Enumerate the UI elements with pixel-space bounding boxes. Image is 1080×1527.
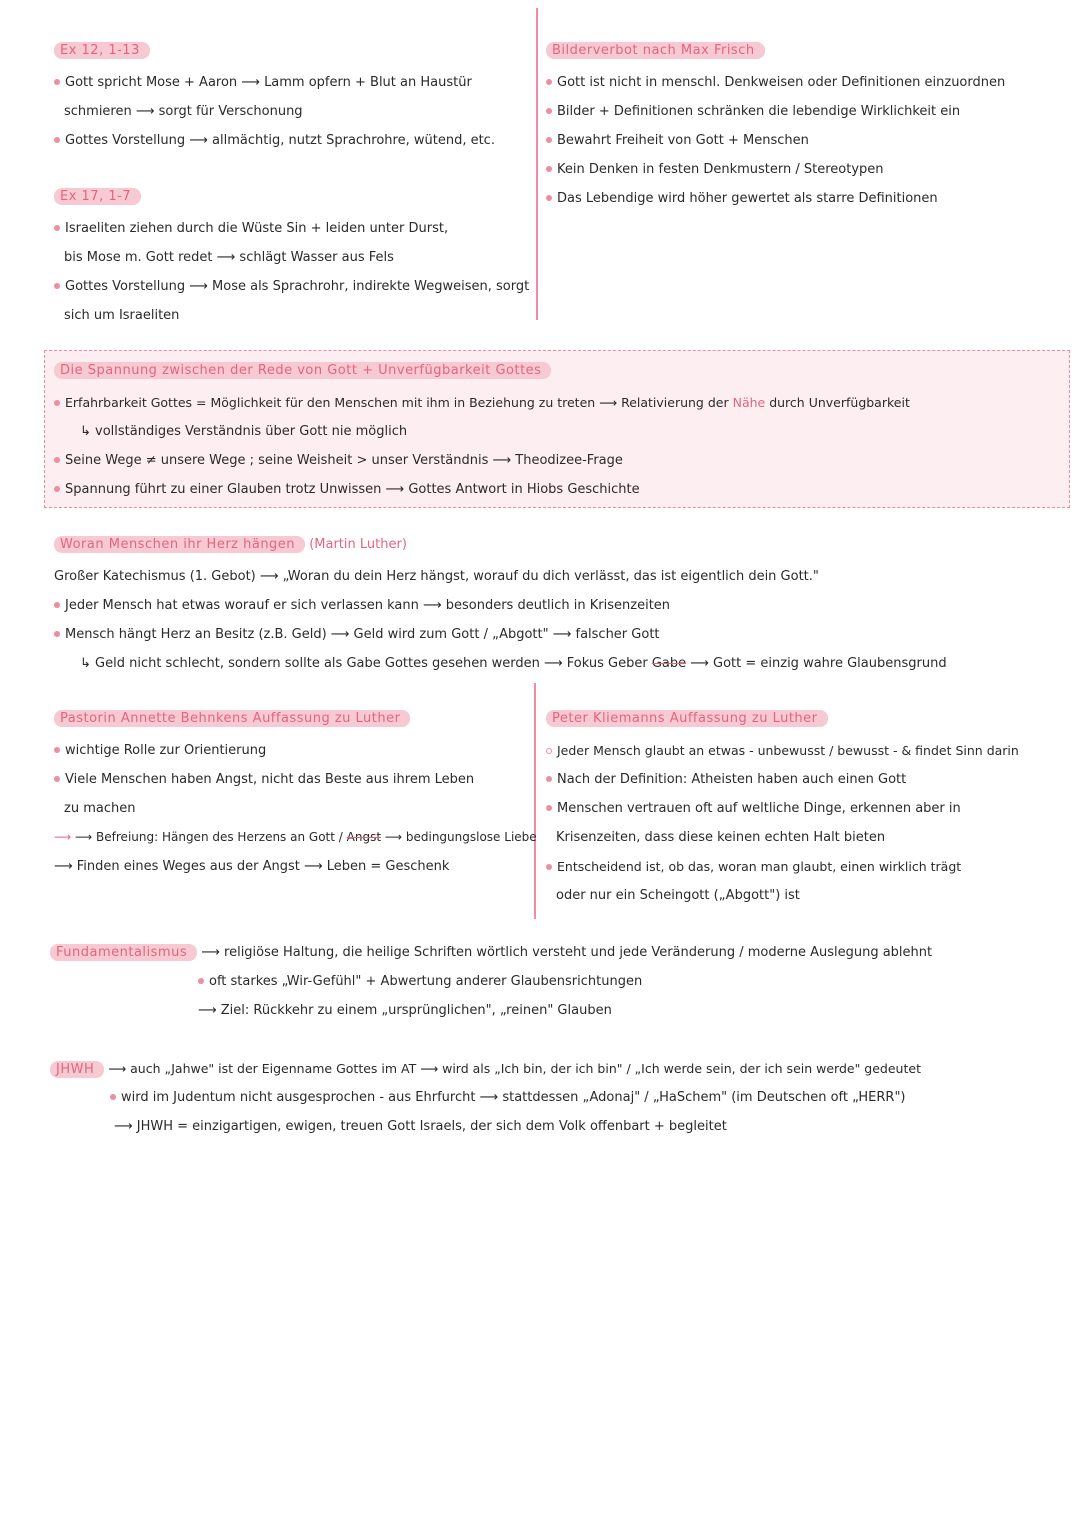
bullet-icon <box>54 225 60 231</box>
bullet-icon <box>54 747 60 753</box>
heading-ex12: Ex 12, 1-13 <box>54 42 150 59</box>
bullet-icon <box>54 602 60 608</box>
bullet-icon <box>546 166 552 172</box>
section-kliemann <box>546 710 1066 910</box>
heading-bilderverbot: Bilderverbot nach Max Frisch <box>546 42 765 59</box>
heading-fundamentalismus: Fundamentalismus <box>50 944 197 961</box>
bullet-icon <box>546 79 552 85</box>
behnken-line-4: ⟶ ⟶ Befreiung: Hängen des Herzens an Gott / Angst ⟶ bedingungslose Liebe <box>54 830 537 844</box>
behnken-line-2: Viele Menschen haben Angst, nicht das Beste aus ihrem Leben <box>54 765 524 794</box>
luther-line-1: Großer Katechismus (1. Gebot) ⟶ „Woran du dein Herz hängst, worauf du dich verlässt, das ist eigentlich dein Gott." <box>54 569 819 584</box>
kliemann-line-5: Entscheidend ist, ob das, woran man glaubt, einen wirklich trägt <box>546 852 1066 881</box>
kliemann-line-3: Menschen vertrauen oft auf weltliche Dinge, erkennen aber in <box>546 794 1066 823</box>
kliemann-line-2: Nach der Definition: Atheisten haben auch einen Gott <box>546 765 1066 794</box>
bullet-icon <box>546 776 552 782</box>
bullet-icon <box>54 79 60 85</box>
ex17-line-4: sich um Israeliten <box>64 308 180 323</box>
heading-ex17: Ex 17, 1-7 <box>54 188 141 205</box>
heading-spannung: Die Spannung zwischen der Rede von Gott + Unverfügbarkeit Gottes <box>54 362 551 379</box>
bullet-icon <box>546 195 552 201</box>
section-spannung <box>54 362 1064 504</box>
bilderverbot-line-1: Gott ist nicht in menschl. Denkweisen oder Definitionen einzuordnen <box>546 68 1066 97</box>
bullet-icon <box>54 486 60 492</box>
bullet-icon <box>198 978 204 984</box>
section-luther <box>54 536 1064 678</box>
bullet-icon <box>546 137 552 143</box>
bullet-icon <box>546 864 552 870</box>
bilderverbot-line-2: Bilder + Definitionen schränken die lebendige Wirklichkeit ein <box>546 97 1066 126</box>
bilderverbot-line-3: Bewahrt Freiheit von Gott + Menschen <box>546 126 1066 155</box>
luther-line-3: Mensch hängt Herz an Besitz (z.B. Geld) ⟶ Geld wird zum Gott / „Abgott" ⟶ falscher Gott <box>54 620 1064 649</box>
kliemann-line-4: Krisenzeiten, dass diese keinen echten Halt bieten <box>556 830 886 845</box>
bullet-icon <box>546 108 552 114</box>
section-jhwh <box>50 1054 1070 1141</box>
bullet-icon <box>546 805 552 811</box>
jhwh-line-2: wird im Judentum nicht ausgesprochen - aus Ehrfurcht ⟶ stattdessen „Adonaj" / „HaSchem" (im Deutschen oft „HERR") <box>50 1083 1070 1112</box>
ex12-line-1: Gott spricht Mose + Aaron ⟶ Lamm opfern + Blut an Haustür <box>54 68 524 97</box>
ex17-line-3: Gottes Vorstellung ⟶ Mose als Sprachrohr, indirekte Wegweisen, sorgt <box>54 272 524 301</box>
divider-top <box>536 8 538 320</box>
bullet-icon <box>54 137 60 143</box>
heading-behnken: Pastorin Annette Behnkens Auffassung zu Luther <box>54 710 410 727</box>
ex12-line-2: schmieren ⟶ sorgt für Verschonung <box>64 104 303 119</box>
bullet-icon <box>54 457 60 463</box>
heading-luther: Woran Menschen ihr Herz hängen <box>54 536 305 553</box>
kliemann-line-1: Jeder Mensch glaubt an etwas - unbewusst / bewusst - & findet Sinn darin <box>546 736 1066 765</box>
spannung-line-2: ↳ vollständiges Verständnis über Gott nie möglich <box>80 424 408 439</box>
bullet-icon <box>110 1094 116 1100</box>
behnken-line-3: zu machen <box>64 801 136 816</box>
spannung-line-3: Seine Wege ≠ unsere Wege ; seine Weisheit > unser Verständnis ⟶ Theodizee-Frage <box>54 446 1064 475</box>
spannung-line-4: Spannung führt zu einer Glauben trotz Unwissen ⟶ Gottes Antwort in Hiobs Geschichte <box>54 475 1064 504</box>
bullet-icon <box>54 776 60 782</box>
jhwh-line-3: ⟶ JHWH = einzigartigen, ewigen, treuen Gott Israels, der sich dem Volk offenbart + begleitet <box>114 1119 727 1134</box>
spannung-line-1: Erfahrbarkeit Gottes = Möglichkeit für den Menschen mit ihm in Beziehung zu treten ⟶ Relativierung der Nähe durch Unverfügbarkeit <box>54 388 1064 417</box>
luther-line-4: ↳ Geld nicht schlecht, sondern sollte als Gabe Gottes gesehen werden ⟶ Fokus Geber Gabe ⟶ Gott = einzig wahre Glaubensgrund <box>80 656 947 671</box>
behnken-line-1: wichtige Rolle zur Orientierung <box>54 736 524 765</box>
bullet-icon <box>546 748 552 754</box>
bilderverbot-line-4: Kein Denken in festen Denkmustern / Stereotypen <box>546 155 1066 184</box>
section-ex17 <box>54 188 530 330</box>
fundamentalismus-line-3: ⟶ Ziel: Rückkehr zu einem „ursprünglichen", „reinen" Glauben <box>198 1003 612 1018</box>
section-bilderverbot <box>546 42 1066 213</box>
fundamentalismus-line-2: oft starkes „Wir-Gefühl" + Abwertung anderer Glaubensrichtungen <box>50 967 1070 996</box>
heading-luther-note: (Martin Luther) <box>309 537 407 552</box>
divider-middle <box>534 683 536 919</box>
heading-kliemann: Peter Kliemanns Auffassung zu Luther <box>546 710 828 727</box>
ex17-line-2: bis Mose m. Gott redet ⟶ schlägt Wasser aus Fels <box>64 250 394 265</box>
bullet-icon <box>54 400 60 406</box>
ex12-line-3: Gottes Vorstellung ⟶ allmächtig, nutzt Sprachrohre, wütend, etc. <box>54 126 524 155</box>
heading-jhwh: JHWH <box>50 1061 104 1078</box>
luther-line-2: Jeder Mensch hat etwas worauf er sich verlassen kann ⟶ besonders deutlich in Krisenzeiten <box>54 591 1064 620</box>
fundamentalismus-line-1: Fundamentalismus ⟶ religiöse Haltung, die heilige Schriften wörtlich versteht und jede Veränderung / moderne Auslegung ablehnt <box>50 938 1070 967</box>
section-ex12 <box>54 42 524 155</box>
bilderverbot-line-5: Das Lebendige wird höher gewertet als starre Definitionen <box>546 184 1066 213</box>
kliemann-line-6: oder nur ein Scheingott („Abgott") ist <box>556 888 800 903</box>
section-fundamentalismus <box>50 938 1070 1025</box>
section-behnken <box>54 710 537 881</box>
jhwh-line-1: JHWH ⟶ auch „Jahwe" ist der Eigenname Gottes im AT ⟶ wird als „Ich bin, der ich bin" / „Ich werde sein, der ich sein werde" gedeutet <box>50 1054 1070 1083</box>
bullet-icon <box>54 283 60 289</box>
bullet-icon <box>54 631 60 637</box>
behnken-line-5: ⟶ Finden eines Weges aus der Angst ⟶ Leben = Geschenk <box>54 859 450 874</box>
ex17-line-1: Israeliten ziehen durch die Wüste Sin + leiden unter Durst, <box>54 214 524 243</box>
